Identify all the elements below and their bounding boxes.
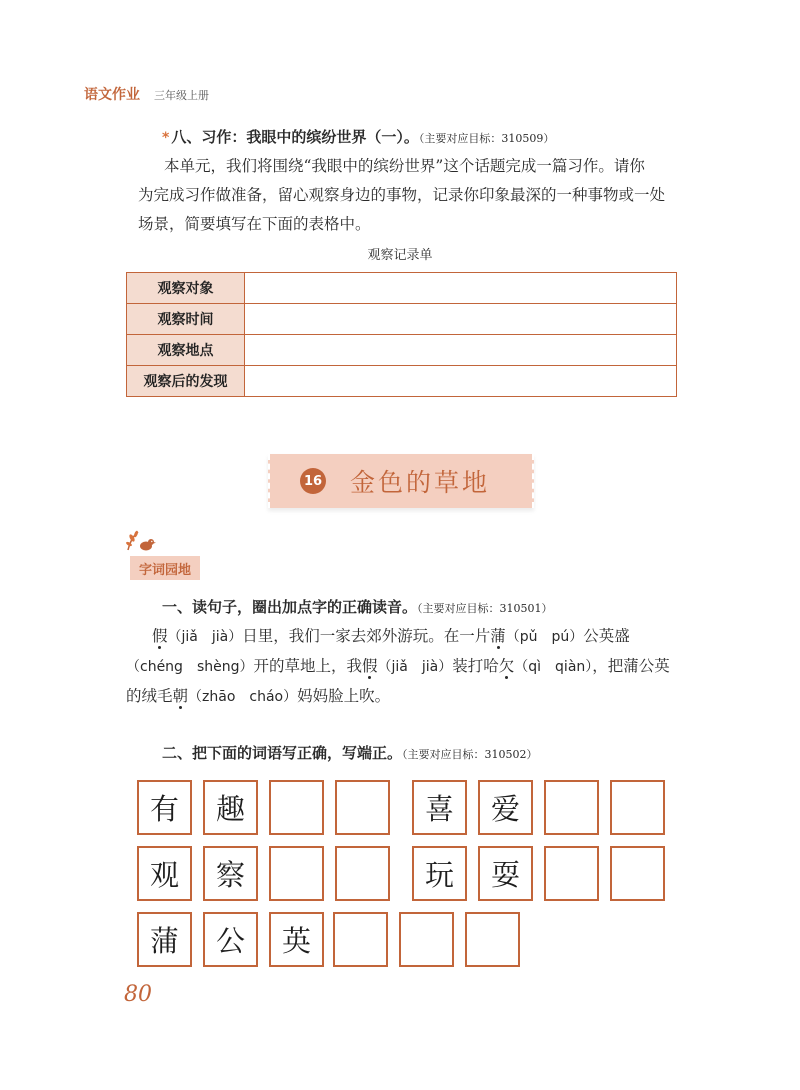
grade-label: 三年级上册 <box>154 89 209 102</box>
writing-box[interactable] <box>610 780 665 835</box>
observation-table <box>126 272 677 397</box>
question-note: （主要对应目标：310502） <box>402 748 538 761</box>
pinyin-options[interactable]: （chéng shèng） <box>126 659 254 675</box>
question-1-passage <box>126 622 686 712</box>
bird-leaf-icon <box>124 528 158 554</box>
writing-box[interactable] <box>399 912 454 967</box>
section-tag: 字词园地 <box>130 556 200 580</box>
question-1-title <box>162 596 553 617</box>
section-title: 八、习作：我眼中的缤纷世界（一）。 <box>171 128 419 146</box>
paragraph-line: 本单元，我们将围绕“我眼中的缤纷世界”这个话题完成一篇习作。请你 <box>164 157 645 175</box>
writing-box[interactable] <box>333 912 388 967</box>
running-header <box>84 84 209 104</box>
row-label: 观察后的发现 <box>127 366 245 397</box>
dotted-char: 欠 <box>498 657 515 675</box>
table-caption: 观察记录单 <box>367 248 433 263</box>
answer-cell[interactable] <box>245 366 677 397</box>
writing-box: 有 <box>137 780 192 835</box>
paragraph-line: 为完成习作做准备，留心观察身边的事物，记录你印象最深的一种事物或一处 <box>138 186 666 204</box>
writing-box: 玩 <box>412 846 467 901</box>
question-text: 一、读句子，圈出加点字的正确读音。 <box>162 598 418 616</box>
writing-box[interactable] <box>544 846 599 901</box>
answer-cell[interactable] <box>245 335 677 366</box>
writing-box: 耍 <box>478 846 533 901</box>
section-heading <box>162 126 554 147</box>
row-label: 观察时间 <box>127 304 245 335</box>
passage-text: 日里，我们一家去郊外游玩。在一片 <box>242 627 491 645</box>
writing-box[interactable] <box>544 780 599 835</box>
lesson-number: 16 <box>300 468 326 494</box>
row-label: 观察地点 <box>127 335 245 366</box>
row-label: 观察对象 <box>127 273 245 304</box>
pinyin-options[interactable]: （jiǎ jià） <box>167 629 243 645</box>
writing-box: 爱 <box>478 780 533 835</box>
writing-box[interactable] <box>335 846 390 901</box>
table-row <box>127 304 677 335</box>
writing-box: 蒲 <box>137 912 192 967</box>
table-row <box>127 366 677 397</box>
writing-box: 察 <box>203 846 258 901</box>
lesson-title: 金色的草地 <box>350 468 491 497</box>
answer-cell[interactable] <box>245 273 677 304</box>
table-row <box>127 273 677 304</box>
passage-text: 妈妈脸上吹。 <box>297 687 391 705</box>
pinyin-options[interactable]: （pǔ pú） <box>505 629 584 645</box>
answer-cell[interactable] <box>245 304 677 335</box>
writing-box[interactable] <box>269 846 324 901</box>
dotted-char: 朝 <box>172 687 189 705</box>
paragraph-line: 场景，简要填写在下面的表格中。 <box>138 215 371 233</box>
writing-box[interactable] <box>335 780 390 835</box>
writing-box: 英 <box>269 912 324 967</box>
writing-box: 公 <box>203 912 258 967</box>
book-title: 语文作业 <box>84 87 140 103</box>
writing-box[interactable] <box>269 780 324 835</box>
dotted-char: 蒲 <box>490 627 506 645</box>
pinyin-options[interactable]: （jiǎ jià） <box>377 659 453 675</box>
question-note: （主要对应目标：310501） <box>417 602 553 615</box>
dotted-char: 假 <box>362 657 378 675</box>
writing-box[interactable] <box>610 846 665 901</box>
question-text: 二、把下面的词语写正确，写端正。 <box>162 744 403 762</box>
writing-box: 趣 <box>203 780 258 835</box>
section-note: （主要对应目标：310509） <box>418 132 555 145</box>
dotted-char: 假 <box>152 627 168 645</box>
passage-text: 的绒毛 <box>126 687 173 705</box>
pinyin-options[interactable]: （qì qiàn） <box>514 659 593 675</box>
writing-box: 喜 <box>412 780 467 835</box>
table-row <box>127 335 677 366</box>
question-2-title <box>162 742 538 763</box>
pinyin-options[interactable]: （zhāo cháo） <box>188 689 298 705</box>
lesson-banner <box>268 454 534 508</box>
passage-text: 开的草地上，我 <box>253 657 362 675</box>
instruction-paragraph <box>138 152 678 239</box>
writing-box[interactable] <box>465 912 520 967</box>
star-icon: * <box>162 130 170 146</box>
page-number: 80 <box>124 982 152 1007</box>
writing-box: 观 <box>137 846 192 901</box>
passage-text: 公英盛 <box>583 627 630 645</box>
passage-text: ，把蒲公英 <box>592 657 670 675</box>
passage-text: 装打哈 <box>452 657 499 675</box>
